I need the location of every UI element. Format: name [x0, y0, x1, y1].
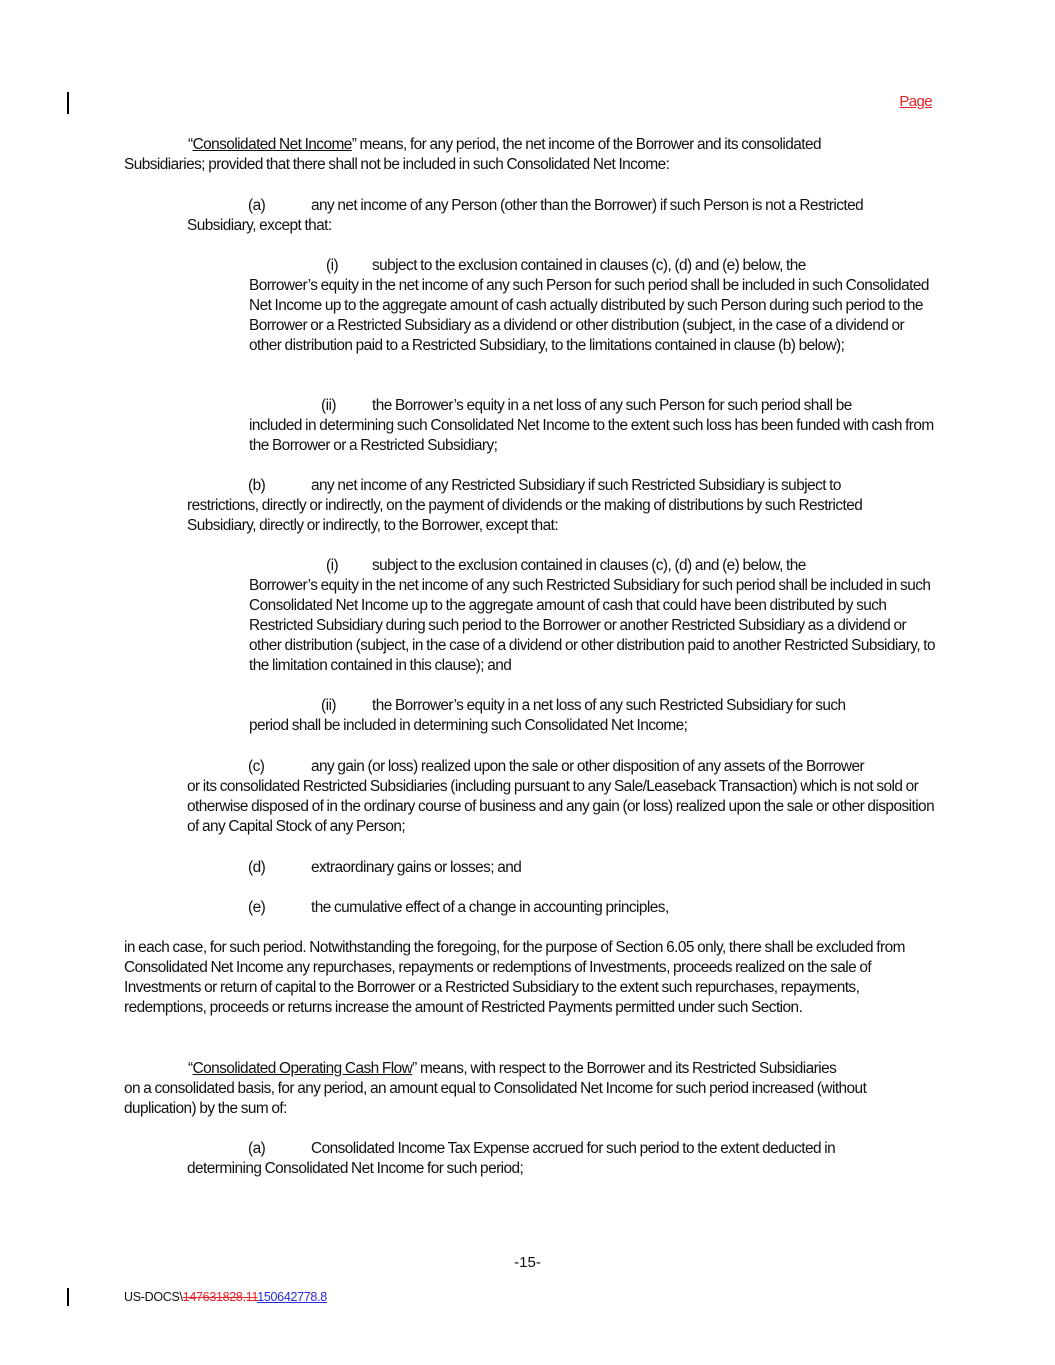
intro-text: means, for any period, the net income of the Borrower and its consolidated	[356, 136, 822, 153]
defined-term: Consolidated Operating Cash Flow	[192, 1060, 413, 1077]
intro-text-line2: on a consolidated basis, for any period, an amount equal to Consolidated Net Income for such period increased (without duplication) by the sum of:	[124, 1080, 867, 1117]
clause-label: (e)	[248, 899, 266, 916]
clause-text-cont: or its consolidated Restricted Subsidiaries (including pursuant to any Sale/Leaseback Transaction) which is not sold or otherwise disposed of in the ordinary course of business and any gain (or loss) realized upon the sale or other disposition of any Capital Stock of any Person;	[187, 778, 935, 835]
clause-e	[187, 898, 927, 918]
clause-a-cash-flow	[187, 1139, 927, 1179]
subclause-label: (i)	[326, 257, 339, 274]
subclause-text: subject to the exclusion contained in clauses (c), (d) and (e) below, the	[372, 557, 806, 574]
subclause-text: subject to the exclusion contained in clauses (c), (d) and (e) below, the	[372, 257, 806, 274]
definition-consolidated-net-income	[124, 135, 924, 175]
subclause-text: the Borrower’s equity in a net loss of any such Person for such period shall be	[372, 397, 852, 414]
clause-text: the cumulative effect of a change in accounting principles,	[311, 899, 669, 916]
clause-label: (a)	[248, 1140, 266, 1157]
clause-label: (d)	[248, 859, 266, 876]
subclause-a-i	[249, 256, 939, 356]
subclause-text-cont: period shall be included in determining such Consolidated Net Income;	[249, 717, 688, 734]
intro-text-line2: Subsidiaries; provided that there shall not be included in such Consolidated Net Income:	[124, 156, 670, 173]
clause-text: any net income of any Restricted Subsidiary if such Restricted Subsidiary is subject to	[311, 477, 841, 494]
clause-text-cont: restrictions, directly or indirectly, on the payment of dividends or the making of distributions by such Restricted Subsidiary, directly or indirectly, to the Borrower, except that:	[187, 497, 863, 534]
doc-id-prefix: US-DOCS\	[124, 1290, 183, 1304]
change-bar-top	[67, 92, 69, 114]
subclause-text-cont: included in determining such Consolidated Net Income to the extent such loss has been funded with cash from the Borrower or a Restricted Subsidiary;	[249, 417, 934, 454]
intro-text: means, with respect to the Borrower and its Restricted Subsidiaries	[416, 1060, 837, 1077]
subclause-text-cont: Borrower’s equity in the net income of any such Restricted Subsidiary for such period shall be included in such Consolidated Net Income up to the aggregate amount of cash that could have been distributed by such Restricted Subsidiary during such period to the Borrower or another Restricted Subsidiary as a dividend or other distribution (subject, in the case of a dividend or other distribution paid to another Restricted Subsidiary, to the limitation contained in this clause); and	[249, 577, 936, 674]
subclause-a-ii	[249, 396, 939, 456]
subclause-text: the Borrower’s equity in a net loss of any such Restricted Subsidiary for such	[372, 697, 846, 714]
clause-text: any net income of any Person (other than the Borrower) if such Person is not a Restricted	[311, 197, 864, 214]
closing-paragraph: in each case, for such period. Notwithstanding the foregoing, for the purpose of Section 6.05 only, there shall be excluded from Consolidated Net Income any repurchases, repayments or redemptions of Investments, proceeds realized on the sale of Investments or return of capital to the Borrower or a Restricted Subsidiary to the extent such repurchases, repayments, redemptions, proceeds or returns increase the amount of Restricted Payments permitted under such Section.	[124, 939, 905, 1016]
clause-b	[187, 476, 927, 536]
close-quote: ”	[412, 1060, 417, 1077]
clause-text: Consolidated Income Tax Expense accrued for such period to the extent deducted in	[311, 1140, 836, 1157]
open-quote: “	[188, 136, 193, 153]
page-label: Page	[899, 93, 932, 110]
subclause-b-ii	[249, 696, 939, 736]
subclause-text-cont: Borrower’s equity in the net income of any such Person for such period shall be included in such Consolidated Net Income up to the aggregate amount of cash actually distributed by such Person during such period to the Borrower or a Restricted Subsidiary as a dividend or other distribution (subject, in the case of a dividend or other distribution paid to a Restricted Subsidiary, to the limitations contained in clause (b) below);	[249, 277, 929, 354]
clause-c	[187, 757, 937, 837]
subclause-label: (ii)	[321, 397, 336, 414]
defined-term: Consolidated Net Income	[192, 136, 352, 153]
clause-d	[187, 858, 927, 878]
clause-a	[187, 196, 947, 236]
document-id	[124, 1290, 327, 1304]
clause-text: extraordinary gains or losses; and	[311, 859, 522, 876]
open-quote: “	[188, 1060, 193, 1077]
subclause-b-i	[249, 556, 939, 676]
subclause-label: (i)	[326, 557, 339, 574]
clause-label: (a)	[248, 197, 266, 214]
doc-id-inserted: 150642778.8	[257, 1290, 327, 1304]
clause-label: (c)	[248, 758, 265, 775]
clause-label: (b)	[248, 477, 266, 494]
clause-text-cont: Subsidiary, except that:	[187, 217, 332, 234]
subclause-label: (ii)	[321, 697, 336, 714]
close-quote: ”	[351, 136, 357, 153]
clause-text-cont: determining Consolidated Net Income for such period;	[187, 1160, 524, 1177]
change-bar-bottom	[67, 1288, 69, 1306]
definition-consolidated-operating-cash-flow	[124, 1059, 924, 1119]
doc-id-deleted: 147631828.11	[182, 1290, 258, 1304]
page-number: -15-	[514, 1254, 541, 1271]
clause-text: any gain (or loss) realized upon the sale or other disposition of any assets of the Borrower	[311, 758, 865, 775]
